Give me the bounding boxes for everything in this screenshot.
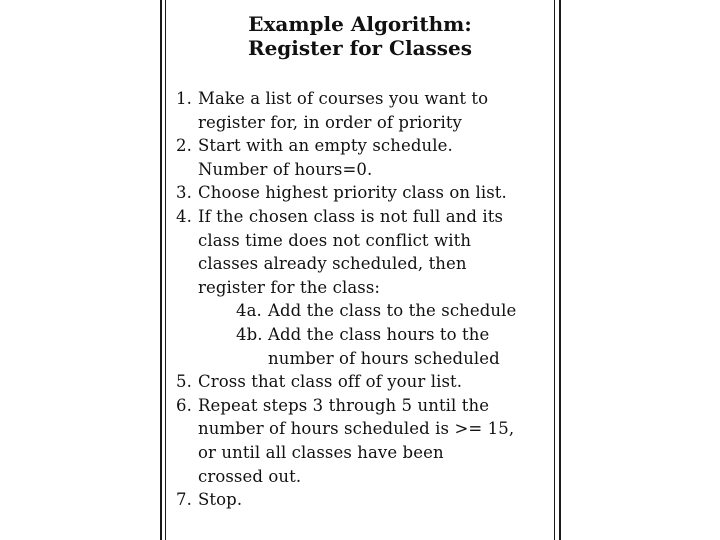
step-3 [176,181,548,205]
step-text [198,205,548,370]
document-page [168,0,552,540]
left-border-inner [165,0,166,540]
substep-text [268,299,516,323]
title-line-1: Example Algorithm: [248,12,472,36]
left-border-outer [160,0,162,540]
step-line: register for the class: [198,277,381,297]
step-text [198,134,548,181]
step-line: Stop. [198,490,243,510]
step-text [198,394,548,488]
step-line: Make a list of courses you want to [198,89,489,108]
right-border-outer [559,0,561,540]
substep-line: Add the class hours to the [268,324,490,344]
step-line: class time does not conflict with [198,230,472,250]
step-line: Start with an empty schedule. [198,136,453,156]
step-7 [176,488,548,512]
substep-line: Add the class to the schedule [268,301,517,321]
substep-line: number of hours scheduled [268,348,500,368]
step-5 [176,370,548,394]
step-line: Choose highest priority class on list. [198,183,507,203]
step-line: Cross that class off of your list. [198,372,463,392]
substep-number: 4a. [236,301,262,321]
step-line: or until all classes have been [198,442,444,462]
step-text [198,87,548,134]
step-number: 1. [176,89,192,108]
step-6 [176,394,548,488]
right-border-inner [554,0,555,540]
step-2 [176,134,548,181]
substep-4b [236,323,548,370]
step-number: 3. [176,183,192,203]
step-text [198,181,548,205]
step-number: 5. [176,372,192,392]
substep-4a [236,299,548,323]
step-line: classes already scheduled, then [198,254,467,274]
algorithm-steps [176,87,548,512]
step-1 [176,87,548,134]
step-line: Repeat steps 3 through 5 until the [198,395,490,415]
page-title [168,12,552,60]
title-line-2: Register for Classes [247,36,473,60]
step-line: register for, in order of priority [198,112,462,132]
substep-number: 4b. [236,324,263,344]
substep-text [268,323,500,370]
step-line: crossed out. [198,466,302,486]
step-text [198,488,548,512]
step-number: 2. [176,136,192,156]
step-line: If the chosen class is not full and its [198,206,504,226]
step-number: 6. [176,395,192,415]
step-line: number of hours scheduled is >= 15, [198,419,515,439]
step-number: 4. [176,206,192,226]
step-text [198,370,548,394]
step-number: 7. [176,490,192,510]
step-4 [176,205,548,370]
step-line: Number of hours=0. [198,159,373,179]
